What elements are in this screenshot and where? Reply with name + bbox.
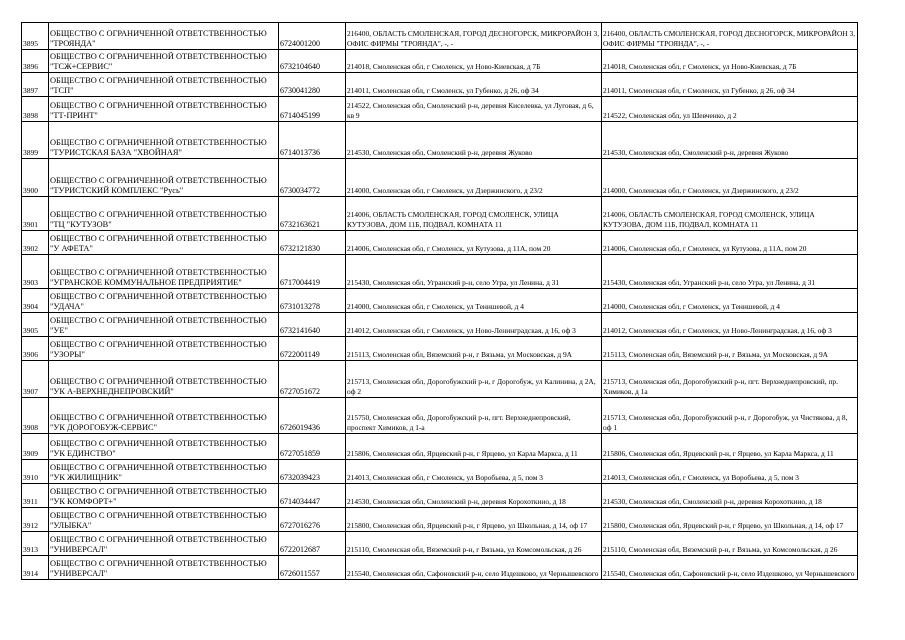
row-number: 3913 bbox=[22, 532, 49, 556]
org-inn: 6717004419 bbox=[279, 255, 346, 289]
table-row bbox=[22, 484, 858, 508]
org-inn: 6714045199 bbox=[279, 97, 346, 122]
org-actual-address: 214522, Смоленская обл, ул Шевченко, д 2 bbox=[602, 97, 858, 122]
org-legal-address: 215806, Смоленская обл, Ярцевский р-н, г Ярцево, ул Карла Маркса, д 11 bbox=[346, 434, 602, 460]
row-number: 3897 bbox=[22, 73, 49, 97]
org-inn: 6726019436 bbox=[279, 398, 346, 434]
table-row bbox=[22, 337, 858, 361]
organizations-table bbox=[21, 22, 858, 580]
org-actual-address: 214018, Смоленская обл, г Смоленск, ул Ново-Киевская, д 7Б bbox=[602, 50, 858, 73]
org-name: ОБЩЕСТВО С ОГРАНИЧЕННОЙ ОТВЕТСТВЕННОСТЬЮ "ТРОЯНДА" bbox=[49, 23, 279, 50]
table-body bbox=[22, 23, 858, 580]
org-name: ОБЩЕСТВО С ОГРАНИЧЕННОЙ ОТВЕТСТВЕННОСТЬЮ "УГРАНСКОЕ КОММУНАЛЬНОЕ ПРЕДПРИЯТИЕ" bbox=[49, 255, 279, 289]
table-row bbox=[22, 460, 858, 484]
org-inn: 6727051672 bbox=[279, 361, 346, 398]
org-actual-address: 215540, Смоленская обл, Сафоновский р-н, село Издешково, ул Чернышевского bbox=[602, 556, 858, 580]
table-row bbox=[22, 122, 858, 159]
org-name: ОБЩЕСТВО С ОГРАНИЧЕННОЙ ОТВЕТСТВЕННОСТЬЮ "УНИВЕРСАЛ" bbox=[49, 556, 279, 580]
org-inn: 6727051859 bbox=[279, 434, 346, 460]
org-name: ОБЩЕСТВО С ОГРАНИЧЕННОЙ ОТВЕТСТВЕННОСТЬЮ "ТЦ "КУТУЗОВ" bbox=[49, 197, 279, 231]
org-inn: 6732039423 bbox=[279, 460, 346, 484]
row-number: 3905 bbox=[22, 313, 49, 337]
org-name: ОБЩЕСТВО С ОГРАНИЧЕННОЙ ОТВЕТСТВЕННОСТЬЮ "ТСП" bbox=[49, 73, 279, 97]
org-legal-address: 214000, Смоленская обл, г Смоленск, ул Тенишевой, д 4 bbox=[346, 289, 602, 313]
row-number: 3895 bbox=[22, 23, 49, 50]
row-number: 3896 bbox=[22, 50, 49, 73]
row-number: 3909 bbox=[22, 434, 49, 460]
org-legal-address: 214530, Смоленская обл, Смоленский р-н, деревня Корохоткино, д 18 bbox=[346, 484, 602, 508]
org-actual-address: 214006, Смоленская обл, г Смоленск, ул Кутузова, д 11А, пом 20 bbox=[602, 231, 858, 255]
table-row bbox=[22, 313, 858, 337]
org-name: ОБЩЕСТВО С ОГРАНИЧЕННОЙ ОТВЕТСТВЕННОСТЬЮ "ТУРИСТСКИЙ КОМПЛЕКС "Русь" bbox=[49, 159, 279, 197]
org-inn: 6732104640 bbox=[279, 50, 346, 73]
org-name: ОБЩЕСТВО С ОГРАНИЧЕННОЙ ОТВЕТСТВЕННОСТЬЮ "УК ЕДИНСТВО" bbox=[49, 434, 279, 460]
org-actual-address: 216400, ОБЛАСТЬ СМОЛЕНСКАЯ, ГОРОД ДЕСНОГОРСК, МИКРОРАЙОН 3, ОФИС ФИРМЫ "ТРОЯНДА", -, - bbox=[602, 23, 858, 50]
org-name: ОБЩЕСТВО С ОГРАНИЧЕННОЙ ОТВЕТСТВЕННОСТЬЮ "УЛЫБКА" bbox=[49, 508, 279, 532]
org-name: ОБЩЕСТВО С ОГРАНИЧЕННОЙ ОТВЕТСТВЕННОСТЬЮ "УК КОМФОРТ+" bbox=[49, 484, 279, 508]
org-name: ОБЩЕСТВО С ОГРАНИЧЕННОЙ ОТВЕТСТВЕННОСТЬЮ "УДАЧА" bbox=[49, 289, 279, 313]
org-legal-address: 214006, Смоленская обл, г Смоленск, ул Кутузова, д 11А, пом 20 bbox=[346, 231, 602, 255]
org-name: ОБЩЕСТВО С ОГРАНИЧЕННОЙ ОТВЕТСТВЕННОСТЬЮ "УК А-ВЕРХНЕДНЕПРОВСКИЙ" bbox=[49, 361, 279, 398]
org-name: ОБЩЕСТВО С ОГРАНИЧЕННОЙ ОТВЕТСТВЕННОСТЬЮ "УЕ" bbox=[49, 313, 279, 337]
org-legal-address: 215800, Смоленская обл, Ярцевский р-н, г Ярцево, ул Школьная, д 14, оф 17 bbox=[346, 508, 602, 532]
table-row bbox=[22, 73, 858, 97]
org-name: ОБЩЕСТВО С ОГРАНИЧЕННОЙ ОТВЕТСТВЕННОСТЬЮ "ТУРИСТСКАЯ БАЗА "ХВОЙНАЯ" bbox=[49, 122, 279, 159]
org-inn: 6732121830 bbox=[279, 231, 346, 255]
org-actual-address: 214011, Смоленская обл, г Смоленск, ул Губенко, д 26, оф 34 bbox=[602, 73, 858, 97]
org-name: ОБЩЕСТВО С ОГРАНИЧЕННОЙ ОТВЕТСТВЕННОСТЬЮ "УК ЖИЛИЩНИК" bbox=[49, 460, 279, 484]
table-row bbox=[22, 197, 858, 231]
org-legal-address: 215113, Смоленская обл, Вяземский р-н, г Вязьма, ул Московская, д 9А bbox=[346, 337, 602, 361]
table-row bbox=[22, 398, 858, 434]
org-name: ОБЩЕСТВО С ОГРАНИЧЕННОЙ ОТВЕТСТВЕННОСТЬЮ "УНИВЕРСАЛ" bbox=[49, 532, 279, 556]
org-actual-address: 215713, Смоленская обл, Дорогобужский р-н, пгт. Верхнеднепровский, пр. Химиков, д 1а bbox=[602, 361, 858, 398]
org-actual-address: 214000, Смоленская обл, г Смоленск, ул Тенишевой, д 4 bbox=[602, 289, 858, 313]
org-name: ОБЩЕСТВО С ОГРАНИЧЕННОЙ ОТВЕТСТВЕННОСТЬЮ "ТТ-ПРИНТ" bbox=[49, 97, 279, 122]
table-row bbox=[22, 289, 858, 313]
org-actual-address: 214012, Смоленская обл, г Смоленск, ул Ново-Ленинградская, д 16, оф 3 bbox=[602, 313, 858, 337]
table-row bbox=[22, 50, 858, 73]
org-legal-address: 216400, ОБЛАСТЬ СМОЛЕНСКАЯ, ГОРОД ДЕСНОГОРСК, МИКРОРАЙОН 3, ОФИС ФИРМЫ "ТРОЯНДА", -, - bbox=[346, 23, 602, 50]
table-row bbox=[22, 23, 858, 50]
org-inn: 6714013736 bbox=[279, 122, 346, 159]
table-row bbox=[22, 159, 858, 197]
table-row bbox=[22, 231, 858, 255]
org-inn: 6731013278 bbox=[279, 289, 346, 313]
org-actual-address: 215430, Смоленская обл, Угранский р-н, село Угра, ул Ленина, д 31 bbox=[602, 255, 858, 289]
org-actual-address: 215713, Смоленская обл, Дорогобужский р-н, г Дорогобуж, ул Чистякова, д 8, оф 1 bbox=[602, 398, 858, 434]
org-legal-address: 215750, Смоленская обл, Дорогобужский р-н, пгт. Верхнеднепровский, проспект Химиков, д 1-а bbox=[346, 398, 602, 434]
row-number: 3903 bbox=[22, 255, 49, 289]
org-inn: 6730041280 bbox=[279, 73, 346, 97]
org-actual-address: 215110, Смоленская обл, Вяземский р-н, г Вязьма, ул Комсомольская, д 26 bbox=[602, 532, 858, 556]
table-row bbox=[22, 556, 858, 580]
org-legal-address: 214006, ОБЛАСТЬ СМОЛЕНСКАЯ, ГОРОД СМОЛЕНСК, УЛИЦА КУТУЗОВА, ДОМ 11Б, ПОДВАЛ, КОМНАТА 11 bbox=[346, 197, 602, 231]
org-legal-address: 214012, Смоленская обл, г Смоленск, ул Ново-Ленинградская, д 16, оф 3 bbox=[346, 313, 602, 337]
org-actual-address: 214000, Смоленская обл, г Смоленск, ул Дзержинского, д 23/2 bbox=[602, 159, 858, 197]
org-actual-address: 215806, Смоленская обл, Ярцевский р-н, г Ярцево, ул Карла Маркса, д 11 bbox=[602, 434, 858, 460]
table-row bbox=[22, 361, 858, 398]
row-number: 3912 bbox=[22, 508, 49, 532]
row-number: 3906 bbox=[22, 337, 49, 361]
row-number: 3904 bbox=[22, 289, 49, 313]
org-legal-address: 214522, Смоленская обл, Смоленский р-н, деревня Киселевка, ул Луговая, д 6, кв 9 bbox=[346, 97, 602, 122]
org-actual-address: 215113, Смоленская обл, Вяземский р-н, г Вязьма, ул Московская, д 9А bbox=[602, 337, 858, 361]
org-inn: 6724001200 bbox=[279, 23, 346, 50]
table-row bbox=[22, 532, 858, 556]
row-number: 3911 bbox=[22, 484, 49, 508]
org-legal-address: 215110, Смоленская обл, Вяземский р-н, г Вязьма, ул Комсомольская, д 26 bbox=[346, 532, 602, 556]
org-name: ОБЩЕСТВО С ОГРАНИЧЕННОЙ ОТВЕТСТВЕННОСТЬЮ "УК ДОРОГОБУЖ-СЕРВИС" bbox=[49, 398, 279, 434]
org-actual-address: 214013, Смоленская обл, г Смоленск, ул Воробьева, д 5, пом 3 bbox=[602, 460, 858, 484]
org-legal-address: 214013, Смоленская обл, г Смоленск, ул Воробьева, д 5, пом 3 bbox=[346, 460, 602, 484]
org-legal-address: 214530, Смоленская обл, Смоленский р-н, деревня Жуково bbox=[346, 122, 602, 159]
org-legal-address: 214018, Смоленская обл, г Смоленск, ул Ново-Киевская, д 7Б bbox=[346, 50, 602, 73]
org-inn: 6722012687 bbox=[279, 532, 346, 556]
org-actual-address: 214530, Смоленская обл, Смоленский р-н, деревня Корохоткино, д 18 bbox=[602, 484, 858, 508]
table-row bbox=[22, 255, 858, 289]
org-name: ОБЩЕСТВО С ОГРАНИЧЕННОЙ ОТВЕТСТВЕННОСТЬЮ "УЗОРЫ" bbox=[49, 337, 279, 361]
org-inn: 6727016276 bbox=[279, 508, 346, 532]
org-name: ОБЩЕСТВО С ОГРАНИЧЕННОЙ ОТВЕТСТВЕННОСТЬЮ "ТСЖ+СЕРВИС" bbox=[49, 50, 279, 73]
row-number: 3899 bbox=[22, 122, 49, 159]
org-inn: 6714034447 bbox=[279, 484, 346, 508]
org-legal-address: 214011, Смоленская обл, г Смоленск, ул Губенко, д 26, оф 34 bbox=[346, 73, 602, 97]
org-name: ОБЩЕСТВО С ОГРАНИЧЕННОЙ ОТВЕТСТВЕННОСТЬЮ "У АФЕТА" bbox=[49, 231, 279, 255]
org-inn: 6732163621 bbox=[279, 197, 346, 231]
org-legal-address: 214000, Смоленская обл, г Смоленск, ул Дзержинского, д 23/2 bbox=[346, 159, 602, 197]
row-number: 3908 bbox=[22, 398, 49, 434]
org-legal-address: 215540, Смоленская обл, Сафоновский р-н, село Издешково, ул Чернышевского bbox=[346, 556, 602, 580]
row-number: 3901 bbox=[22, 197, 49, 231]
table-row bbox=[22, 508, 858, 532]
table-row bbox=[22, 97, 858, 122]
row-number: 3902 bbox=[22, 231, 49, 255]
row-number: 3900 bbox=[22, 159, 49, 197]
org-legal-address: 215713, Смоленская обл, Дорогобужский р-н, г Дорогобуж, ул Калинина, д 2А, оф 2 bbox=[346, 361, 602, 398]
org-inn: 6726011557 bbox=[279, 556, 346, 580]
org-actual-address: 214006, ОБЛАСТЬ СМОЛЕНСКАЯ, ГОРОД СМОЛЕНСК, УЛИЦА КУТУЗОВА, ДОМ 11Б, ПОДВАЛ, КОМНАТА 11 bbox=[602, 197, 858, 231]
row-number: 3898 bbox=[22, 97, 49, 122]
row-number: 3907 bbox=[22, 361, 49, 398]
org-inn: 6722001149 bbox=[279, 337, 346, 361]
table-row bbox=[22, 434, 858, 460]
org-inn: 6730034772 bbox=[279, 159, 346, 197]
org-inn: 6732141640 bbox=[279, 313, 346, 337]
org-actual-address: 215800, Смоленская обл, Ярцевский р-н, г Ярцево, ул Школьная, д 14, оф 17 bbox=[602, 508, 858, 532]
row-number: 3910 bbox=[22, 460, 49, 484]
org-actual-address: 214530, Смоленская обл, Смоленский р-н, деревня Жуково bbox=[602, 122, 858, 159]
org-legal-address: 215430, Смоленская обл, Угранский р-н, село Угра, ул Ленина, д 31 bbox=[346, 255, 602, 289]
row-number: 3914 bbox=[22, 556, 49, 580]
